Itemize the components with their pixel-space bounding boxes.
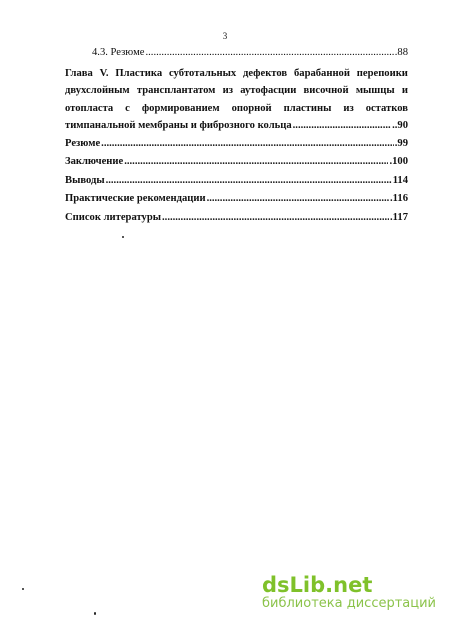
toc-entry-label: 4.3. Резюме [92,47,145,58]
toc-entry-conclusion [65,153,408,172]
toc-entry-references [65,209,408,228]
toc-entry-label: Практические рекомендации [65,193,206,204]
dot-leader [101,135,394,154]
toc-entry-page: .117 [390,211,408,223]
dot-leader [293,117,391,135]
chapter-word: опорной [231,102,272,114]
toc-entry-chapter-5 [65,65,408,135]
toc-entry-label: Заключение [65,156,124,167]
dot-leader [124,153,388,172]
chapter-word: формированием [141,102,220,114]
chapter-word: субтотальных [168,67,237,79]
toc-entry-label: Список литературы [65,211,162,223]
dot-leader [207,190,389,209]
chapter-word: перепоики [356,67,408,79]
toc-entry-label: Резюме [65,137,101,149]
chapter-word: из [222,85,234,96]
watermark-logo-main: dsLib [262,573,326,597]
chapter-word: двухслойным [65,85,130,96]
table-of-contents [65,44,408,227]
toc-entry-page: .100 [389,156,408,167]
page-number: 3 [222,31,228,41]
chapter-word: остатков [365,102,408,114]
toc-entry-findings [65,172,408,191]
chapter-title-line-1 [65,65,408,83]
toc-entry-page: ..90 [392,120,408,131]
toc-entry-page: 114 [392,174,408,186]
toc-entry-recommendations [65,190,408,209]
toc-entry-page: .88 [394,47,408,58]
chapter-word: из [343,102,354,114]
dot-leader [146,44,394,63]
chapter-title-last-line: тимпанальной мембраны и фиброзного кольца [65,120,292,131]
toc-entry-page: .99 [394,137,408,149]
chapter-word: с [125,102,130,114]
chapter-word: отопласта [65,102,114,114]
chapter-word: височной [303,85,349,96]
chapter-word: Глава [65,67,93,79]
dot-leader [106,172,392,191]
chapter-word: аутофасции [240,85,297,96]
chapter-word: пластины [283,102,332,114]
scan-speck [122,236,124,238]
dot-leader [162,209,389,228]
chapter-word: трансплантатом [136,85,216,96]
chapter-title-line-2 [65,82,408,100]
dslib-watermark [262,574,436,612]
chapter-word: Пластика [115,67,163,79]
chapter-word: V. [99,67,109,79]
toc-entry-page: .116 [390,193,408,204]
watermark-logo-suffix: .net [325,573,373,597]
toc-entry-label: Выводы [65,174,105,186]
toc-entry-summary [65,135,408,154]
chapter-word: дефектов [242,67,288,79]
toc-entry-section-4-3 [65,44,408,63]
chapter-word: мышцы [355,85,395,96]
scan-speck [22,588,24,590]
scan-speck [94,612,96,615]
chapter-title-line-4 [65,117,408,135]
watermark-subtitle: библиотека диссертаций [262,596,436,611]
chapter-word: барабанной [293,67,350,79]
chapter-word: и [401,85,408,96]
chapter-title-line-3 [65,100,408,118]
watermark-logo [262,574,436,596]
